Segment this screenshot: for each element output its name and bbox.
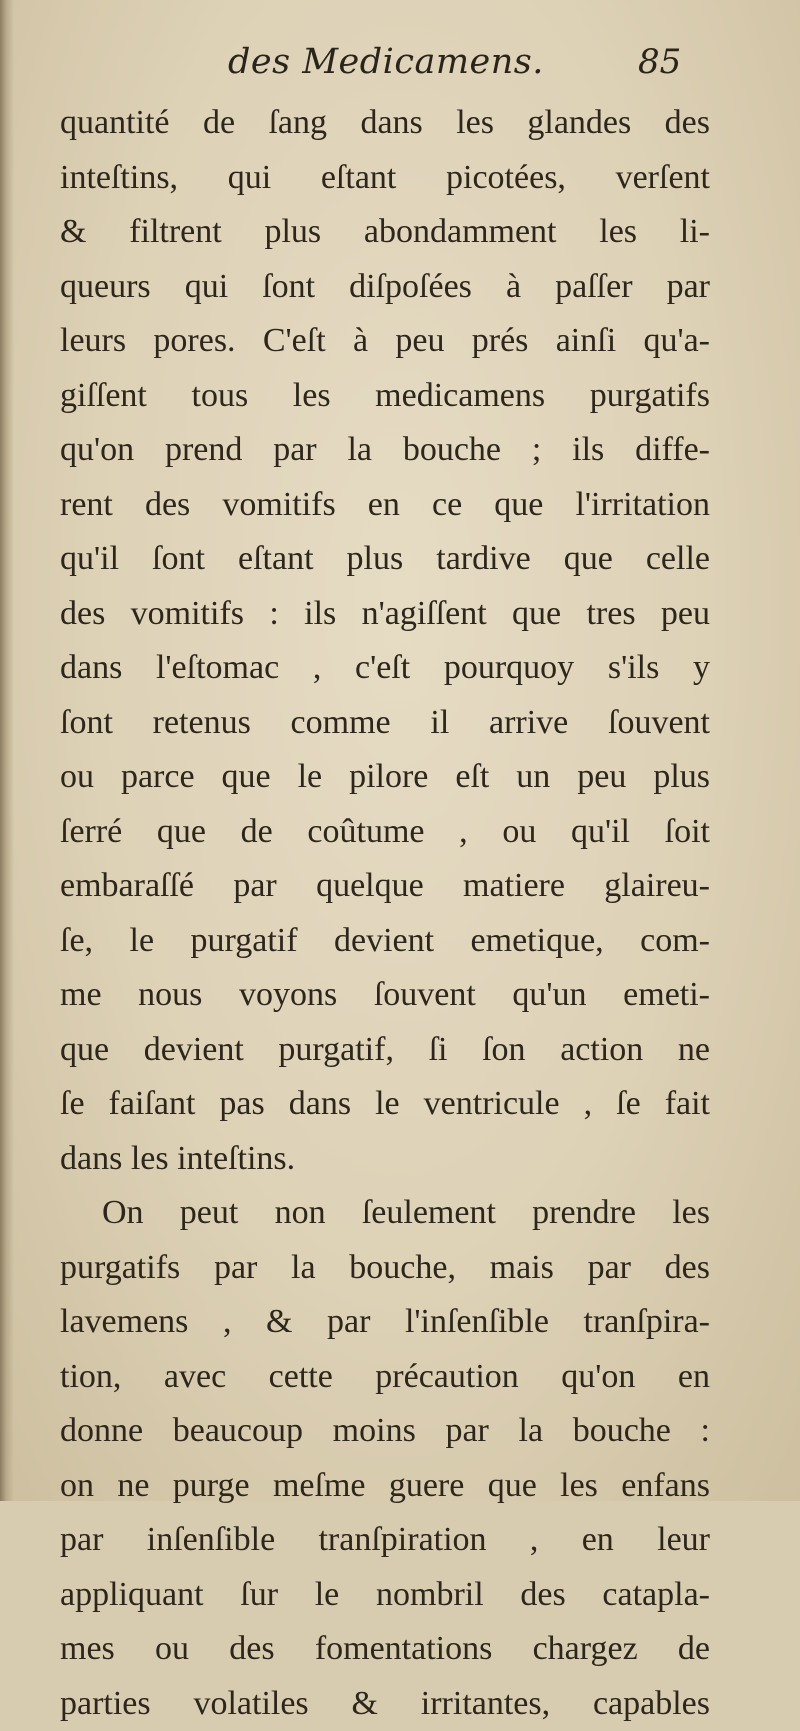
text-line: parties volatiles & irritantes, capables [60, 1677, 710, 1731]
text-line: donne beaucoup moins par la bouche : [60, 1404, 710, 1459]
page-number: 85 [638, 42, 681, 82]
text-line: par inſenſible tranſpiration , en leur [60, 1513, 710, 1568]
text-line: que devient purgatif, ſi ſon action ne [60, 1023, 710, 1078]
text-line: lavemens , & par l'inſenſible tranſpira- [60, 1295, 710, 1350]
body-text [60, 96, 710, 1731]
text-line: leurs pores. C'eſt à peu prés ainſi qu'a- [60, 314, 710, 369]
text-line: inteſtins, qui eſtant picotées, verſent [60, 151, 710, 206]
running-head [0, 42, 800, 102]
text-line: ſerré que de coûtume , ou qu'il ſoit [60, 805, 710, 860]
text-line: on ne purge meſme guere que les enfans [60, 1459, 710, 1514]
text-line: ſe faiſant pas dans le ventricule , ſe fait [60, 1077, 710, 1132]
text-line: ou parce que le pilore eſt un peu plus [60, 750, 710, 805]
text-line: rent des vomitifs en ce que l'irritation [60, 478, 710, 533]
text-line: appliquant ſur le nombril des catapla- [60, 1568, 710, 1623]
text-line: quantité de ſang dans les glandes des [60, 96, 710, 151]
text-line: tion, avec cette précaution qu'on en [60, 1350, 710, 1405]
text-line: ſe, le purgatif devient emetique, com- [60, 914, 710, 969]
text-line: ſont retenus comme il arrive ſouvent [60, 696, 710, 751]
text-line: dans les inteſtins. [60, 1132, 710, 1187]
gutter-shadow [0, 0, 14, 1501]
text-line: des vomitifs : ils n'agiſſent que tres peu [60, 587, 710, 642]
text-line: purgatifs par la bouche, mais par des [60, 1241, 710, 1296]
text-line: & filtrent plus abondamment les li- [60, 205, 710, 260]
running-title: des Medicamens. [228, 42, 544, 82]
text-line: qu'on prend par la bouche ; ils diffe- [60, 423, 710, 478]
text-line: queurs qui ſont diſpoſées à paſſer par [60, 260, 710, 315]
text-line: me nous voyons ſouvent qu'un emeti- [60, 968, 710, 1023]
text-line: dans l'eſtomac , c'eſt pourquoy s'ils y [60, 641, 710, 696]
text-line: giſſent tous les medicamens purgatifs [60, 369, 710, 424]
text-line: mes ou des fomentations chargez de [60, 1622, 710, 1677]
text-line: qu'il ſont eſtant plus tardive que celle [60, 532, 710, 587]
paragraph-start-line: On peut non ſeulement prendre les [60, 1186, 710, 1241]
text-line: embaraſſé par quelque matiere glaireu- [60, 859, 710, 914]
